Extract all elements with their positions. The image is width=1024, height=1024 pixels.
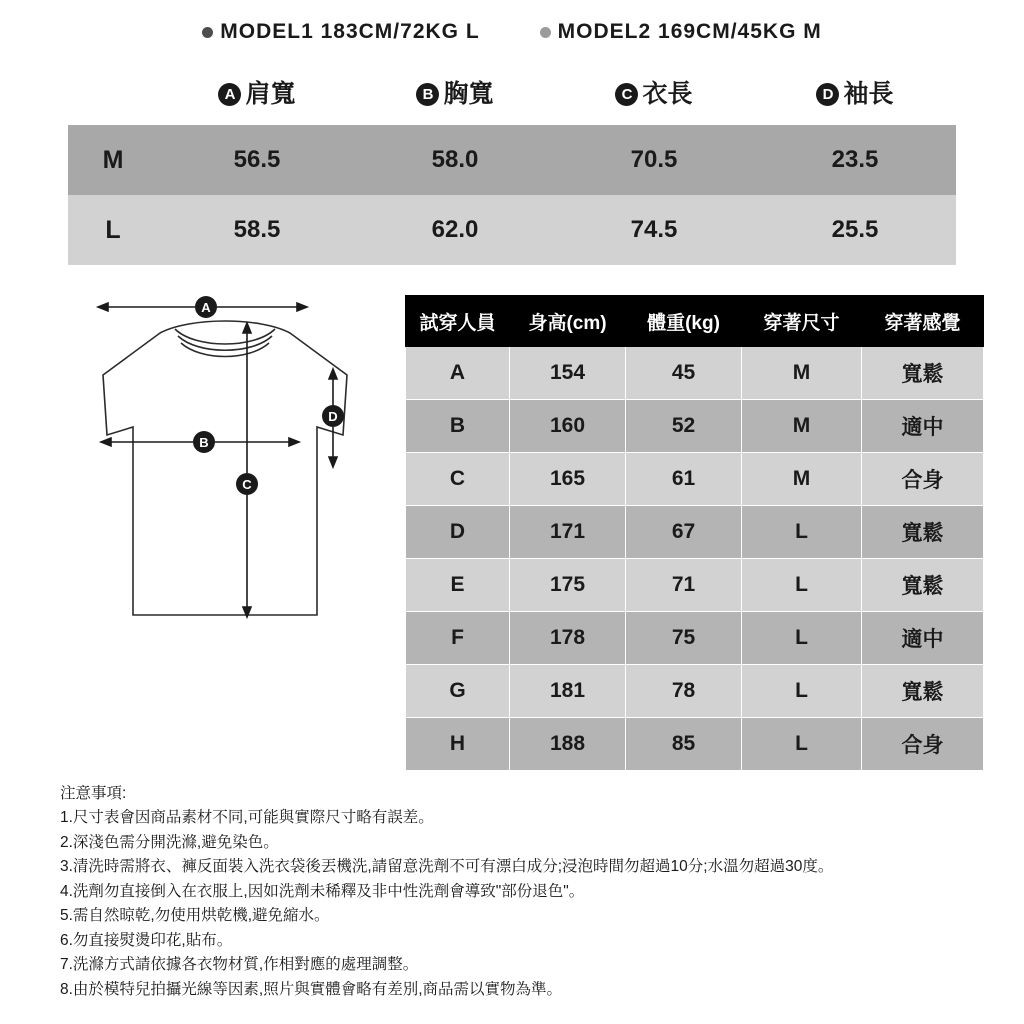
fit-row-h-weight: 85 (626, 718, 742, 771)
table-row (406, 559, 984, 612)
fit-row-d-size: L (742, 506, 862, 559)
fit-row-b-person: B (406, 400, 510, 453)
model-legend (0, 0, 1024, 44)
fit-row-g-weight: 78 (626, 665, 742, 718)
model2-dot-icon (540, 27, 551, 38)
fit-header-size: 穿著尺寸 (742, 296, 862, 347)
size-table-corner (68, 66, 158, 125)
fit-row-a-height: 154 (510, 347, 626, 400)
table-row (406, 506, 984, 559)
size-header-length (554, 66, 754, 125)
model1-dot-icon (202, 27, 213, 38)
svg-text:C: C (242, 477, 252, 492)
fit-header-height: 身高(cm) (510, 296, 626, 347)
model1-label: MODEL1 183CM/72KG L (220, 20, 480, 43)
badge-d-icon: D (816, 83, 839, 106)
fit-row-a-size: M (742, 347, 862, 400)
size-measurement-table (68, 66, 956, 265)
table-row (406, 718, 984, 771)
fitting-model-table (405, 295, 984, 771)
table-row (68, 125, 956, 195)
badge-b-icon: B (416, 83, 439, 106)
size-row-l-sleeve: 25.5 (754, 195, 956, 265)
fit-header-feel: 穿著感覺 (862, 296, 984, 347)
svg-text:D: D (328, 409, 338, 424)
size-row-l-chest: 62.0 (356, 195, 554, 265)
fit-row-d-height: 171 (510, 506, 626, 559)
fit-row-f-weight: 75 (626, 612, 742, 665)
fit-row-e-size: L (742, 559, 862, 612)
size-row-l-shoulder: 58.5 (158, 195, 356, 265)
fit-row-b-weight: 52 (626, 400, 742, 453)
size-row-m-chest: 58.0 (356, 125, 554, 195)
fit-table-header-row (406, 296, 984, 347)
fit-row-h-size: L (742, 718, 862, 771)
fit-header-weight: 體重(kg) (626, 296, 742, 347)
size-header-length-label: 衣長 (642, 80, 693, 108)
svg-text:A: A (201, 300, 211, 315)
size-table-header-row (68, 66, 956, 125)
note-item-4: 4.洗劑勿直接倒入在衣服上,因如洗劑未稀釋及非中性洗劑會導致"部份退色"。 (60, 882, 585, 900)
table-row (68, 195, 956, 265)
note-item-3: 3.清洗時需將衣、褲反面裝入洗衣袋後丟機洗,請留意洗劑不可有漂白成分;浸泡時間勿超過10分;水溫勿超過30度。 (60, 858, 834, 876)
fit-row-g-size: L (742, 665, 862, 718)
fit-row-b-size: M (742, 400, 862, 453)
note-item-6: 6.勿直接熨燙印花,貼布。 (60, 931, 233, 949)
fit-row-a-person: A (406, 347, 510, 400)
fit-row-f-feel: 適中 (862, 612, 984, 665)
size-row-l-label: L (68, 195, 158, 265)
fit-row-g-person: G (406, 665, 510, 718)
size-header-shoulder (158, 66, 356, 125)
fit-row-e-height: 175 (510, 559, 626, 612)
note-item-8: 8.由於模特兒拍攝光線等因素,照片與實體會略有差別,商品需以實物為準。 (60, 980, 563, 998)
notes-title: 注意事項: (60, 785, 127, 802)
size-header-chest-label: 胸寬 (443, 80, 494, 108)
size-row-m-label: M (68, 125, 158, 195)
fit-row-a-weight: 45 (626, 347, 742, 400)
table-row (406, 612, 984, 665)
badge-c-icon: C (615, 83, 638, 106)
tshirt-diagram (55, 295, 395, 771)
size-header-shoulder-label: 肩寬 (245, 80, 296, 108)
fit-row-c-height: 165 (510, 453, 626, 506)
fit-row-c-size: M (742, 453, 862, 506)
note-item-5: 5.需自然晾乾,勿使用烘乾機,避免縮水。 (60, 907, 330, 925)
fit-row-d-person: D (406, 506, 510, 559)
fit-row-f-height: 178 (510, 612, 626, 665)
fit-row-g-height: 181 (510, 665, 626, 718)
fit-row-b-height: 160 (510, 400, 626, 453)
table-row (406, 400, 984, 453)
fit-row-e-person: E (406, 559, 510, 612)
fit-header-person: 試穿人員 (406, 296, 510, 347)
table-row (406, 347, 984, 400)
note-item-7: 7.洗滌方式請依據各衣物材質,作相對應的處理調整。 (60, 956, 419, 974)
fit-row-e-weight: 71 (626, 559, 742, 612)
fit-table-wrapper (405, 295, 984, 771)
size-header-sleeve-label: 袖長 (843, 80, 894, 108)
fit-row-c-person: C (406, 453, 510, 506)
size-row-l-length: 74.5 (554, 195, 754, 265)
care-notes (60, 782, 833, 1002)
tshirt-illustration (55, 295, 395, 695)
model-entry-2 (540, 20, 822, 44)
fit-row-h-person: H (406, 718, 510, 771)
fit-row-h-height: 188 (510, 718, 626, 771)
fit-row-a-feel: 寬鬆 (862, 347, 984, 400)
model-entry-1 (202, 20, 479, 44)
size-row-m-sleeve: 23.5 (754, 125, 956, 195)
table-row (406, 453, 984, 506)
middle-section (0, 295, 1024, 771)
fit-row-h-feel: 合身 (862, 718, 984, 771)
fit-row-f-person: F (406, 612, 510, 665)
badge-a-icon: A (218, 83, 241, 106)
fit-row-e-feel: 寬鬆 (862, 559, 984, 612)
fit-row-c-feel: 合身 (862, 453, 984, 506)
size-row-m-shoulder: 56.5 (158, 125, 356, 195)
fit-row-d-weight: 67 (626, 506, 742, 559)
note-item-1: 1.尺寸表會因商品素材不同,可能與實際尺寸略有誤差。 (60, 809, 434, 827)
fit-row-b-feel: 適中 (862, 400, 984, 453)
size-header-chest (356, 66, 554, 125)
size-row-m-length: 70.5 (554, 125, 754, 195)
fit-row-d-feel: 寬鬆 (862, 506, 984, 559)
fit-row-g-feel: 寬鬆 (862, 665, 984, 718)
model2-label: MODEL2 169CM/45KG M (557, 20, 822, 43)
svg-text:B: B (199, 435, 209, 450)
size-header-sleeve (754, 66, 956, 125)
note-item-2: 2.深淺色需分開洗滌,避免染色。 (60, 833, 279, 851)
fit-row-c-weight: 61 (626, 453, 742, 506)
table-row (406, 665, 984, 718)
fit-row-f-size: L (742, 612, 862, 665)
